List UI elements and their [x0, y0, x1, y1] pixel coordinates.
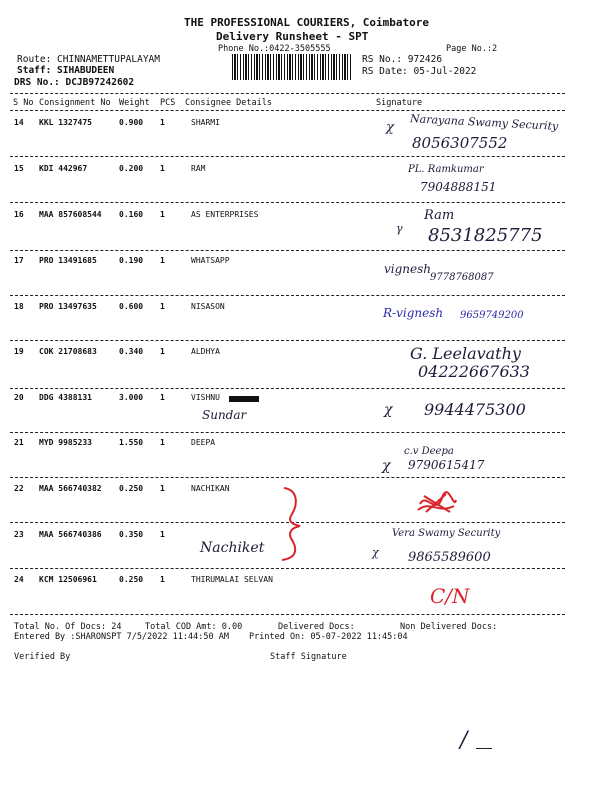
barcode-image	[232, 54, 352, 80]
row-weight: 0.250	[119, 575, 144, 584]
row-weight: 0.200	[119, 164, 144, 173]
page-number: Page No.:2	[446, 44, 498, 54]
row-consignment: KKL 1327475	[39, 118, 92, 127]
row-consignment: KCM 12506961	[39, 575, 97, 584]
row-consignment: PRO 13491685	[39, 256, 97, 265]
row-weight: 0.900	[119, 118, 144, 127]
divider	[10, 340, 565, 341]
route: Route: CHINNAMETTUPALAYAM	[17, 54, 160, 65]
col-sno: S No	[13, 98, 34, 108]
row-consignee: NACHIKAN	[191, 484, 230, 493]
handwritten-dash	[476, 748, 492, 749]
row-consignee: AS ENTERPRISES	[191, 210, 259, 219]
row-weight: 0.600	[119, 302, 144, 311]
handwritten-signature: Ram	[424, 208, 455, 223]
handwritten-phone: 9865589600	[408, 550, 491, 565]
staff-signature: Staff Signature	[270, 652, 347, 662]
divider	[10, 477, 565, 478]
row-weight: 3.000	[119, 393, 144, 402]
handwritten-signature: c.v Deepa	[404, 446, 454, 457]
divider	[10, 614, 565, 615]
handwritten-phone: 7904888151	[420, 180, 497, 194]
row-sno: 14	[14, 118, 24, 127]
non-delivered-docs: Non Delivered Docs:	[400, 622, 498, 632]
row-sno: 16	[14, 210, 24, 219]
handwritten-signature: R-vignesh	[383, 306, 444, 320]
handwritten-signature: G. Leelavathy	[410, 344, 521, 363]
row-sno: 15	[14, 164, 24, 173]
red-brace-mark	[278, 484, 308, 564]
row-consignment: COK 21708683	[39, 347, 97, 356]
handwritten-signature: χ	[382, 458, 391, 474]
row-sno: 19	[14, 347, 24, 356]
strikeout-mark	[229, 396, 259, 402]
row-weight: 1.550	[119, 438, 144, 447]
handwritten-phone: 04222667633	[418, 362, 530, 381]
drs-number: DRS No.: DCJB97242602	[14, 77, 135, 88]
handwritten-signature: γ	[396, 222, 403, 235]
col-consignee: Consignee Details	[185, 98, 272, 108]
handwritten-signature: Narayana Swamy Security	[409, 112, 559, 133]
row-weight: 0.160	[119, 210, 144, 219]
row-consignee: SHARMI	[191, 118, 220, 127]
divider	[10, 432, 565, 433]
row-sno: 24	[14, 575, 24, 584]
red-scribble-mark	[416, 490, 458, 518]
row-pcs: 1	[160, 393, 165, 402]
total-docs: Total No. Of Docs: 24	[14, 622, 122, 632]
handwritten-signature: χ	[372, 546, 379, 559]
delivered-docs: Delivered Docs:	[278, 622, 355, 632]
col-weight: Weight	[119, 98, 150, 108]
col-pcs: PCS	[160, 98, 176, 108]
staff: Staff: SIHABUDEEN	[17, 65, 115, 76]
row-sno: 22	[14, 484, 24, 493]
row-consignment: MAA 566740382	[39, 484, 102, 493]
row-consignee: WHATSAPP	[191, 256, 230, 265]
handwritten-signature: vignesh	[384, 262, 432, 276]
divider	[10, 202, 565, 203]
row-consignment: MYD 9985233	[39, 438, 92, 447]
divider	[10, 93, 565, 94]
row-pcs: 1	[160, 118, 165, 127]
row-sno: 23	[14, 530, 24, 539]
row-pcs: 1	[160, 575, 165, 584]
row-consignee: VISHNU	[191, 393, 220, 402]
row-consignment: MAA 857608544	[39, 210, 102, 219]
row-weight: 0.190	[119, 256, 144, 265]
divider	[10, 250, 565, 251]
row-pcs: 1	[160, 438, 165, 447]
row-consignee: DEEPA	[191, 438, 216, 447]
divider	[10, 110, 565, 111]
rs-date: RS Date: 05-Jul-2022	[362, 66, 477, 77]
row-sno: 21	[14, 438, 24, 447]
row-consignee: ALDHYA	[191, 347, 220, 356]
col-signature: Signature	[376, 98, 423, 108]
document-title: Delivery Runsheet - SPT	[216, 30, 369, 43]
row-sno: 17	[14, 256, 24, 265]
verified-by: Verified By	[14, 652, 71, 662]
row-consignee: THIRUMALAI SELVAN	[191, 575, 273, 584]
col-consignment: Consignment No	[39, 98, 111, 108]
row-consignment: DDG 4388131	[39, 393, 92, 402]
row-consignee: RAM	[191, 164, 206, 173]
row-weight: 0.350	[119, 530, 144, 539]
row-consignment: PRO 13497635	[39, 302, 97, 311]
handwritten-signature: PL. Ramkumar	[408, 164, 484, 175]
row-sno: 20	[14, 393, 24, 402]
row-weight: 0.340	[119, 347, 144, 356]
row-consignment: MAA 566740386	[39, 530, 102, 539]
divider	[10, 156, 565, 157]
handwritten-signature: Vera Swamy Security	[392, 528, 501, 539]
rs-number: RS No.: 972426	[362, 54, 443, 65]
divider	[10, 388, 565, 389]
row-pcs: 1	[160, 164, 165, 173]
row-pcs: 1	[160, 302, 165, 311]
divider	[10, 295, 565, 296]
handwritten-phone: 8056307552	[412, 134, 508, 152]
handwritten-phone: 8531825775	[428, 225, 543, 246]
row-pcs: 1	[160, 256, 165, 265]
divider	[10, 568, 565, 569]
row-pcs: 1	[160, 347, 165, 356]
handwritten-phone: 9659749200	[460, 310, 524, 321]
handwritten-name: Sundar	[202, 408, 247, 422]
handwritten-phone: 9944475300	[424, 400, 526, 419]
printed-on: Printed On: 05-07-2022 11:45:04	[249, 632, 408, 642]
handwritten-mark: /	[460, 728, 468, 753]
handwritten-name: Nachiket	[200, 540, 265, 556]
handwritten-phone: 9778768087	[430, 272, 494, 283]
handwritten-signature: χ	[384, 402, 393, 418]
handwritten-cn: C/N	[430, 584, 470, 608]
row-pcs: 1	[160, 530, 165, 539]
row-pcs: 1	[160, 210, 165, 219]
row-sno: 18	[14, 302, 24, 311]
company-name: THE PROFESSIONAL COURIERS, Coimbatore	[184, 16, 430, 29]
handwritten-phone: 9790615417	[408, 458, 485, 472]
row-consignment: KDI 442967	[39, 164, 88, 173]
row-pcs: 1	[160, 484, 165, 493]
row-weight: 0.250	[119, 484, 144, 493]
entered-by: Entered By :SHARONSPT 7/5/2022 11:44:50 AM	[14, 632, 229, 642]
row-consignee: NISASON	[191, 302, 225, 311]
phone-number: Phone No.:0422-3505555	[218, 44, 331, 54]
total-cod: Total COD Amt: 0.00	[145, 622, 243, 632]
handwritten-signature: χ	[385, 119, 395, 136]
